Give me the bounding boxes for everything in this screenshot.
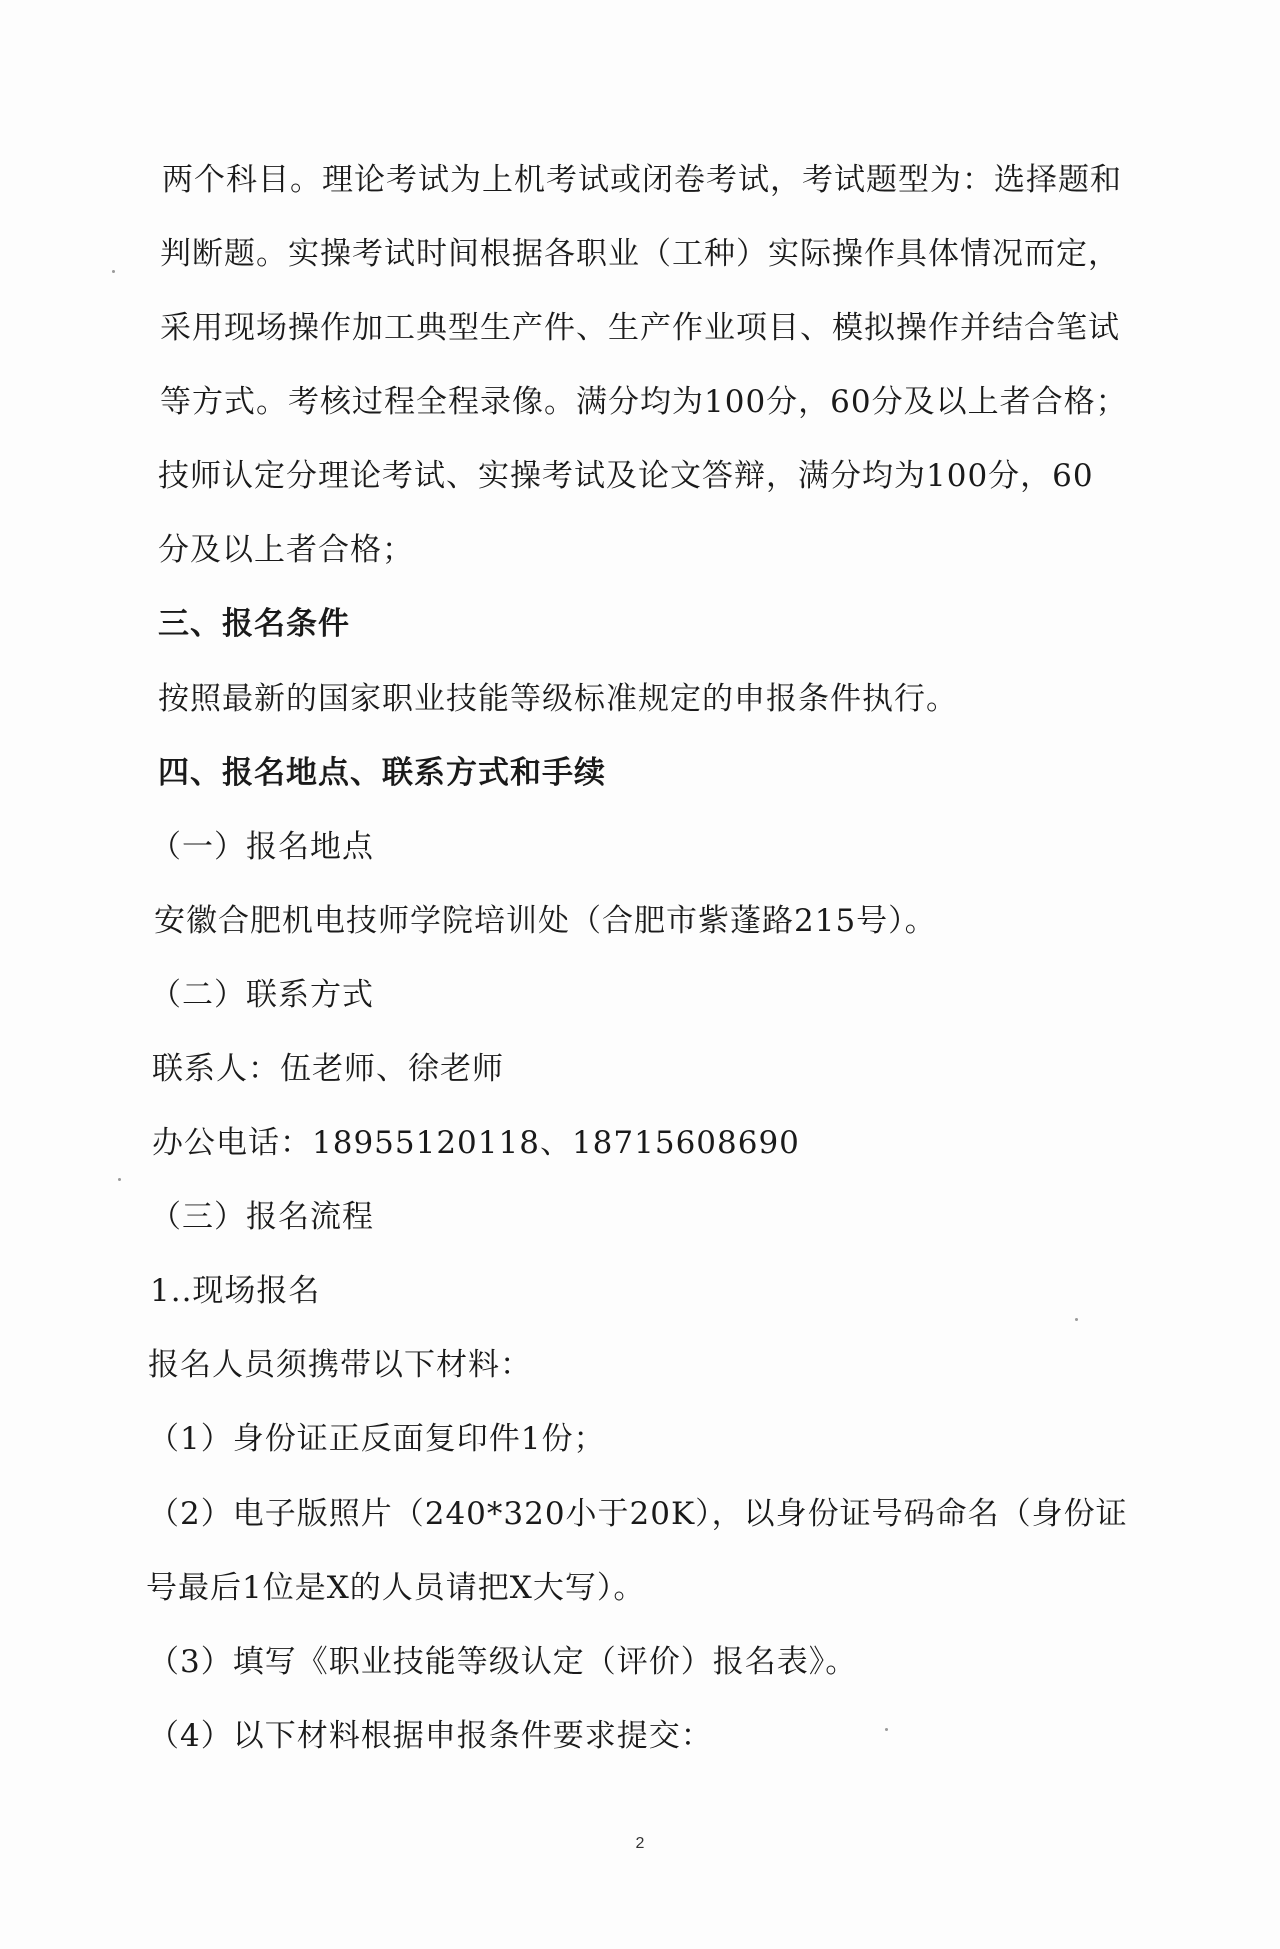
body-line-materials: 报名人员须携带以下材料： (148, 1347, 532, 1383)
body-line-5: 技师认定分理论考试、实操考试及论文答辩，满分均为100分，60 (158, 458, 1094, 494)
body-line-2: 判断题。实操考试时间根据各职业（工种）实际操作具体情况而定， (160, 236, 1120, 272)
list-item-4: （4）以下材料根据申报条件要求提交： (148, 1718, 713, 1754)
body-line-1: 两个科目。理论考试为上机考试或闭卷考试，考试题型为：选择题和 (162, 162, 1122, 198)
list-item-1: （1）身份证正反面复印件1份； (148, 1421, 606, 1457)
section-heading-3: 三、报名条件 (158, 606, 350, 642)
body-line-office-phone: 办公电话：18955120118、18715608690 (152, 1125, 800, 1161)
list-item-3: （3）填写《职业技能等级认定（评价）报名表》。 (148, 1644, 858, 1680)
scan-speck (118, 1178, 121, 1181)
section-heading-4: 四、报名地点、联系方式和手续 (158, 755, 606, 791)
page-number: 2 (635, 1835, 645, 1852)
list-item-2-continued: 号最后1位是X的人员请把X大写）。 (146, 1570, 646, 1606)
subheading-contact: （二）联系方式 (150, 977, 374, 1013)
scan-speck (112, 270, 115, 273)
subheading-process: （三）报名流程 (150, 1199, 374, 1235)
body-line-location: 安徽合肥机电技师学院培训处（合肥市紫蓬路215号）。 (154, 903, 937, 939)
body-line-8: 按照最新的国家职业技能等级标准规定的申报条件执行。 (158, 681, 958, 717)
scan-speck (885, 1728, 888, 1731)
body-line-6: 分及以上者合格； (158, 532, 414, 568)
body-line-onsite: 1..现场报名 (150, 1273, 321, 1309)
scan-speck (1075, 1318, 1078, 1321)
body-line-contact-person: 联系人：伍老师、徐老师 (152, 1051, 504, 1087)
list-item-2: （2）电子版照片（240*320小于20K），以身份证号码命名（身份证 (148, 1496, 1128, 1532)
body-line-3: 采用现场操作加工典型生产件、生产作业项目、模拟操作并结合笔试 (160, 310, 1120, 346)
subheading-location: （一）报名地点 (150, 829, 374, 865)
body-line-4: 等方式。考核过程全程录像。满分均为100分，60分及以上者合格； (160, 384, 1128, 420)
